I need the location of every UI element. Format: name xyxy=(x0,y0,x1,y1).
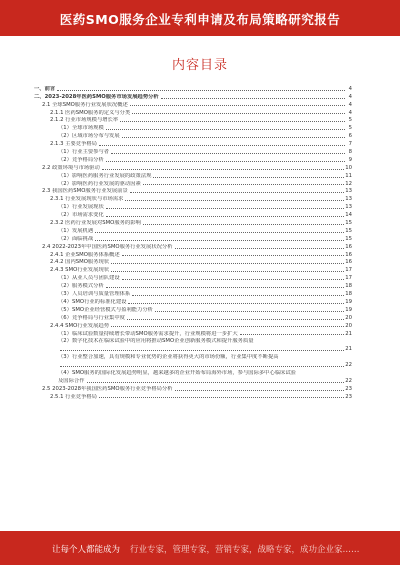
toc-entry-page: 8 xyxy=(348,149,352,156)
toc-entry-page: 15 xyxy=(345,227,352,234)
toc-entry-page: 5 xyxy=(348,125,352,132)
toc-entry-page: 4 xyxy=(348,93,352,100)
toc-entry-text: 2.2 政策环境与市场驱动 xyxy=(42,164,100,171)
toc-entry-page: 19 xyxy=(345,298,352,305)
toc-entry-text: 一、前言 xyxy=(34,85,56,92)
toc-entry[interactable] xyxy=(34,265,352,273)
toc-leader-dots xyxy=(132,113,345,114)
toc-leader-dots xyxy=(60,366,344,367)
toc-leader-dots xyxy=(95,232,344,233)
toc-entry[interactable] xyxy=(34,171,352,179)
toc-leader-dots xyxy=(60,350,344,351)
toc-entry-text: （1）行业主要参与者 xyxy=(58,149,110,156)
toc-entry[interactable] xyxy=(34,352,352,360)
table-of-contents xyxy=(34,84,352,400)
toc-entry-text: （1）全球市场规模 xyxy=(58,125,104,132)
toc-entry[interactable] xyxy=(34,116,352,124)
toc-entry[interactable] xyxy=(34,344,352,352)
toc-entry[interactable] xyxy=(34,100,352,108)
toc-entry-text: 2.1.2 行业市场规模与增长率 xyxy=(50,117,119,124)
toc-entry[interactable] xyxy=(34,92,352,100)
toc-entry-text: （1）发展机遇 xyxy=(58,227,94,234)
toc-entry[interactable] xyxy=(34,281,352,289)
toc-leader-dots xyxy=(240,334,345,335)
toc-entry[interactable] xyxy=(34,250,352,258)
toc-leader-dots xyxy=(106,208,345,209)
header-bar xyxy=(0,0,400,36)
toc-leader-dots xyxy=(122,279,345,280)
footer-bar xyxy=(0,531,400,565)
toc-entry-text: 2.1.3 主要竞争格局 xyxy=(50,141,97,148)
toc-leader-dots xyxy=(153,177,344,178)
toc-entry-text: 2.4 2022-2023年中国医药SMO服务行业发展状况分析 xyxy=(42,243,173,250)
toc-entry-text: （3）行业整合加速，具有规模和专业优势的企业将获得更大的市场份额，行业集中度不断提高 xyxy=(58,354,279,361)
toc-leader-dots xyxy=(99,397,344,398)
toc-leader-dots xyxy=(111,153,345,154)
toc-entry-text: （1）从业人员与团队建设 xyxy=(58,275,120,282)
toc-entry-text: （2）服务模式分析 xyxy=(58,283,104,290)
toc-entry-page: 13 xyxy=(345,196,352,203)
toc-entry[interactable] xyxy=(34,392,352,400)
toc-entry[interactable] xyxy=(34,305,352,313)
toc-entry-text: 2.1.1 医药SMO服务的定义与分类 xyxy=(50,109,131,116)
toc-leader-dots xyxy=(95,240,344,241)
toc-leader-dots xyxy=(128,303,344,304)
toc-leader-dots xyxy=(161,98,345,99)
toc-entry-page: 17 xyxy=(345,267,352,274)
toc-entry-page: 14 xyxy=(345,212,352,219)
toc-entry-page: 7 xyxy=(348,141,352,148)
toc-entry[interactable] xyxy=(34,329,352,337)
toc-entry-page: 4 xyxy=(348,85,352,92)
toc-entry-page: 12 xyxy=(345,180,352,187)
toc-entry-page: 16 xyxy=(345,251,352,258)
toc-entry[interactable] xyxy=(34,147,352,155)
toc-entry[interactable] xyxy=(34,123,352,131)
toc-entry-text: 2.3 我国医药SMO服务行业发展前景 xyxy=(42,188,128,195)
toc-entry-text: 2.3.2 医药行业发展对SMO服务的影响 xyxy=(50,220,141,227)
toc-entry-text: 二、2023-2028年医药SMO服务市场发展趋势分析 xyxy=(34,93,159,100)
toc-leader-dots xyxy=(57,90,345,91)
toc-leader-dots xyxy=(106,161,345,162)
toc-title: 内容目录 xyxy=(171,58,228,73)
toc-entry[interactable] xyxy=(34,139,352,147)
toc-entry-text: 2.5.1 行业竞争格局 xyxy=(50,393,97,400)
toc-entry-text: （2）数字化技术在临床试验中的应用将推动SMO企业创新服务模式和提升服务质量 xyxy=(58,338,254,345)
toc-entry-page: 15 xyxy=(345,220,352,227)
toc-entry[interactable] xyxy=(34,218,352,226)
toc-entry-page: 15 xyxy=(345,235,352,242)
toc-entry-text: （3）人员培训与质量管理体系 xyxy=(58,291,131,298)
toc-entry[interactable] xyxy=(34,187,352,195)
toc-entry[interactable] xyxy=(34,273,352,281)
toc-entry[interactable] xyxy=(34,194,352,202)
toc-leader-dots xyxy=(155,311,344,312)
toc-entry-text: （4）SMO服务的国际化发展趋势明显，越来越多的企业开始布局海外市场，参与国际多中心临床试验 xyxy=(58,369,296,376)
toc-entry-text: （1）行业发展现状 xyxy=(58,204,104,211)
toc-leader-dots xyxy=(102,169,344,170)
toc-leader-dots xyxy=(111,263,344,264)
toc-leader-dots xyxy=(111,326,344,327)
toc-entry-text: 2.4.1 企业SMO服务体系概述 xyxy=(50,251,120,258)
toc-leader-dots xyxy=(143,184,344,185)
toc-entry-page: 9 xyxy=(348,156,352,163)
toc-entry-text: 2.4.2 国内SMO服务现状 xyxy=(50,259,110,266)
toc-entry[interactable] xyxy=(34,108,352,116)
toc-entry[interactable] xyxy=(34,84,352,92)
toc-entry[interactable] xyxy=(34,163,352,171)
toc-entry[interactable] xyxy=(34,384,352,392)
toc-entry[interactable] xyxy=(34,242,352,250)
toc-entry-text: （2）区域市场分布与发展 xyxy=(58,133,120,140)
toc-leader-dots xyxy=(122,255,345,256)
toc-entry-page: 5 xyxy=(348,117,352,124)
footer-slogan: 让每个人都能成为 xyxy=(52,545,121,555)
toc-entry-page: 21 xyxy=(345,330,352,337)
toc-entry-page: 16 xyxy=(345,259,352,266)
toc-entry-page: 20 xyxy=(345,314,352,321)
toc-entry-text: （1）临床试验数量持续增长带动SMO服务需求提升，行业规模将进一步扩大 xyxy=(58,330,238,337)
toc-entry[interactable] xyxy=(34,131,352,139)
toc-entry[interactable] xyxy=(34,234,352,242)
toc-leader-dots xyxy=(106,129,345,130)
toc-entry[interactable] xyxy=(34,321,352,329)
toc-entry-text: （6）竞争格局与行业集中度 xyxy=(58,314,125,321)
toc-entry-text: （1）影响医药服务行业发展的政策法规 xyxy=(58,172,152,179)
toc-entry[interactable] xyxy=(34,360,352,368)
toc-leader-dots xyxy=(111,271,344,272)
toc-entry-page: 10 xyxy=(345,164,352,171)
toc-entry[interactable] xyxy=(34,179,352,187)
toc-entry-text: （4）SMO行业的标准化建设 xyxy=(58,298,127,305)
toc-leader-dots xyxy=(132,295,344,296)
toc-entry[interactable] xyxy=(34,313,352,321)
toc-entry-page: 16 xyxy=(345,243,352,250)
toc-entry[interactable] xyxy=(34,376,352,384)
toc-entry[interactable] xyxy=(34,337,352,345)
toc-entry[interactable] xyxy=(34,258,352,266)
toc-entry-text: 2.4.3 SMO行业发展现状 xyxy=(50,267,110,274)
toc-entry-text: 2.1 全球SMO服务行业发展状况概述 xyxy=(42,101,128,108)
toc-leader-dots xyxy=(130,105,345,106)
toc-entry-page: 6 xyxy=(348,133,352,140)
report-title: 医药SMO服务企业专利申请及布局策略研究报告 xyxy=(59,12,341,27)
toc-leader-dots xyxy=(87,382,345,383)
toc-entry[interactable] xyxy=(34,368,352,376)
toc-entry-page: 19 xyxy=(345,306,352,313)
toc-entry-text: 2.5 2023-2028年我国医药SMO服务行业竞争格局分析 xyxy=(42,385,173,392)
toc-entry-page: 18 xyxy=(345,291,352,298)
toc-entry[interactable] xyxy=(34,202,352,210)
toc-entry[interactable] xyxy=(34,210,352,218)
toc-leader-dots xyxy=(106,216,345,217)
toc-entry-text: （2）面临挑战 xyxy=(58,235,94,242)
toc-entry-page: 4 xyxy=(348,109,352,116)
toc-entry[interactable] xyxy=(34,226,352,234)
toc-entry-text: （2）市场需求变化 xyxy=(58,212,104,219)
toc-entry-text: （2）竞争格局分析 xyxy=(58,156,104,163)
toc-entry-page: 23 xyxy=(345,393,352,400)
toc-entry[interactable] xyxy=(34,289,352,297)
toc-leader-dots xyxy=(175,390,345,391)
toc-entry-page: 22 xyxy=(345,362,352,369)
toc-entry-page: 13 xyxy=(345,188,352,195)
toc-leader-dots xyxy=(125,200,344,201)
toc-leader-dots xyxy=(99,145,345,146)
toc-entry-text: 及国际合作 xyxy=(58,377,85,384)
toc-entry-page: 11 xyxy=(345,172,352,179)
toc-entry-page: 22 xyxy=(345,377,352,384)
toc-leader-dots xyxy=(106,287,345,288)
toc-entry-page: 18 xyxy=(345,283,352,290)
toc-leader-dots xyxy=(175,248,345,249)
toc-entry[interactable] xyxy=(34,297,352,305)
toc-entry-page: 20 xyxy=(345,322,352,329)
toc-entry-page: 13 xyxy=(345,204,352,211)
toc-entry-page: 23 xyxy=(345,385,352,392)
footer-tags: 行业专家，管理专家，营销专家，战略专家，成功企业家…… xyxy=(130,545,360,555)
toc-entry-text: 2.4.4 SMO行业发展趋势 xyxy=(50,322,110,329)
toc-entry-page: 4 xyxy=(348,101,352,108)
toc-entry-text: （2）影响医药行业发展的驱动因素 xyxy=(58,180,141,187)
toc-leader-dots xyxy=(130,192,344,193)
toc-leader-dots xyxy=(122,137,345,138)
toc-entry-text: （5）SMO企业经营模式与盈利能力分析 xyxy=(58,306,153,313)
toc-leader-dots xyxy=(120,121,345,122)
toc-leader-dots xyxy=(143,224,344,225)
toc-leader-dots xyxy=(127,319,344,320)
toc-entry-page: 17 xyxy=(345,275,352,282)
toc-entry-page: 21 xyxy=(345,346,352,353)
footer-text xyxy=(52,543,360,555)
toc-entry[interactable] xyxy=(34,155,352,163)
toc-entry-text: 2.3.1 行业发展现状与市场需求 xyxy=(50,196,124,203)
